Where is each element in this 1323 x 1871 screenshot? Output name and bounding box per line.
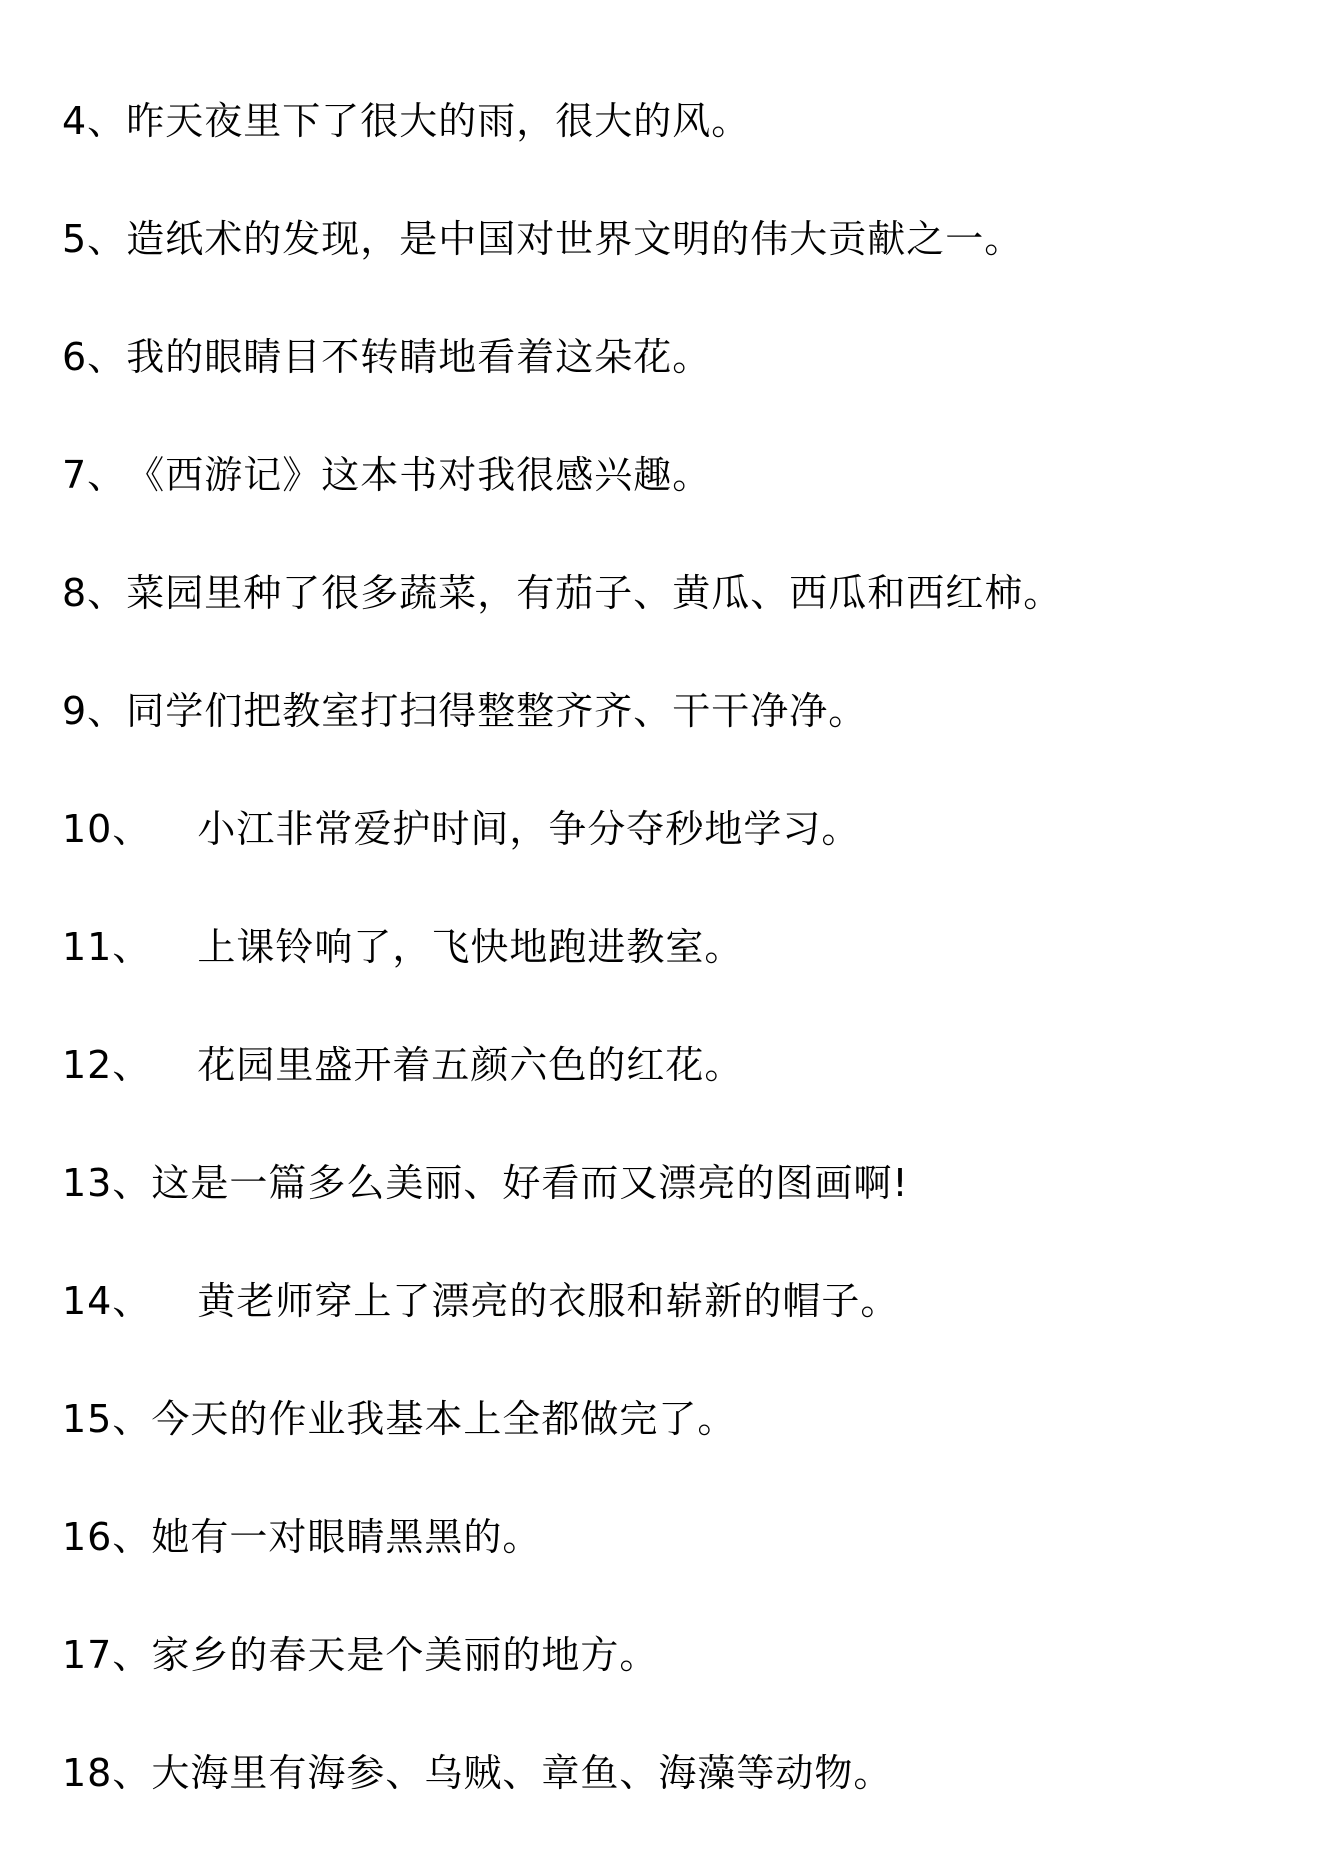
item-number: 17、 xyxy=(62,1633,152,1677)
sentence-item xyxy=(62,1478,1323,1596)
item-text: 黄老师穿上了漂亮的衣服和崭新的帽子。 xyxy=(197,1279,900,1323)
item-text: 花园里盛开着五颜六色的红花。 xyxy=(197,1043,744,1087)
item-number: 7、 xyxy=(62,453,127,497)
item-text: 《西游记》这本书对我很感兴趣。 xyxy=(126,453,712,497)
item-number: 12、 xyxy=(62,1043,152,1087)
item-text: 上课铃响了，飞快地跑进教室。 xyxy=(197,925,744,969)
sentence-item xyxy=(62,298,1323,416)
item-text: 这是一篇多么美丽、好看而又漂亮的图画啊! xyxy=(151,1161,909,1205)
item-number: 16、 xyxy=(62,1515,152,1559)
sentence-item xyxy=(62,1242,1323,1360)
sentence-item xyxy=(62,770,1323,888)
item-text: 我的眼睛目不转睛地看着这朵花。 xyxy=(126,335,712,379)
item-number: 5、 xyxy=(62,217,127,261)
item-text: 小江非常爱护时间，争分夺秒地学习。 xyxy=(197,807,861,851)
item-number: 8、 xyxy=(62,571,127,615)
item-number: 15、 xyxy=(62,1397,152,1441)
sentence-item xyxy=(62,1360,1323,1478)
item-number: 6、 xyxy=(62,335,127,379)
item-text: 大海里有海参、乌贼、章鱼、海藻等动物。 xyxy=(151,1751,893,1795)
item-number: 4、 xyxy=(62,99,127,143)
sentence-item xyxy=(62,888,1323,1006)
item-text: 家乡的春天是个美丽的地方。 xyxy=(151,1633,659,1677)
item-text: 菜园里种了很多蔬菜，有茄子、黄瓜、西瓜和西红柿。 xyxy=(126,571,1063,615)
item-number: 13、 xyxy=(62,1161,152,1205)
sentence-item xyxy=(62,1124,1323,1242)
item-text: 同学们把教室打扫得整整齐齐、干干净净。 xyxy=(126,689,868,733)
item-text: 她有一对眼睛黑黑的。 xyxy=(151,1515,542,1559)
sentence-item xyxy=(62,1006,1323,1124)
item-number: 18、 xyxy=(62,1751,152,1795)
item-text: 昨天夜里下了很大的雨，很大的风。 xyxy=(126,99,751,143)
item-text: 造纸术的发现，是中国对世界文明的伟大贡献之一。 xyxy=(126,217,1024,261)
sentence-item xyxy=(62,1714,1323,1832)
sentence-item xyxy=(62,1596,1323,1714)
sentence-item xyxy=(62,62,1323,180)
sentence-item xyxy=(62,416,1323,534)
item-text: 今天的作业我基本上全都做完了。 xyxy=(151,1397,737,1441)
sentence-item xyxy=(62,180,1323,298)
item-number: 9、 xyxy=(62,689,127,733)
sentence-item xyxy=(62,652,1323,770)
item-number: 14、 xyxy=(62,1279,152,1323)
item-number: 10、 xyxy=(62,807,152,851)
sentence-item xyxy=(62,534,1323,652)
item-number: 11、 xyxy=(62,925,152,969)
